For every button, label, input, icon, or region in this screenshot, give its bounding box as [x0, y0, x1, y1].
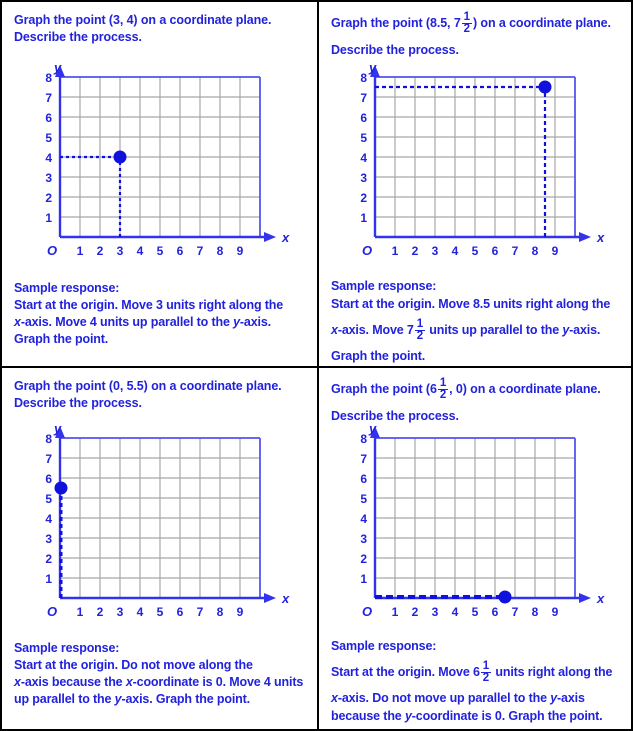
panel-3-response-heading: Sample response:: [14, 641, 120, 655]
svg-text:3: 3: [116, 244, 124, 258]
svg-text:5: 5: [156, 605, 164, 619]
panel-1: [2, 2, 319, 368]
panel-3-response: [14, 640, 311, 708]
x-axis-arrow-icon: [579, 232, 591, 242]
panel-3-response-line-2: x-axis because the x-coordinate is 0. Move 4 units: [14, 675, 304, 689]
panel-4-response: [331, 638, 627, 725]
panel-2-graph-svg: [329, 59, 609, 264]
x-axis-arrow-icon: [264, 232, 276, 242]
svg-text:5: 5: [45, 131, 52, 145]
svg-text:7: 7: [45, 91, 52, 105]
y-tick-labels: [360, 432, 367, 586]
svg-text:9: 9: [236, 605, 244, 619]
svg-text:2: 2: [96, 605, 104, 619]
panel-3-response-line-1: Start at the origin. Do not move along the: [14, 658, 253, 672]
panel-4-response-line-1: Start at the origin. Move 6 $\frac{1}{2}$ units right along the: [331, 659, 613, 684]
x-tick-labels: [392, 244, 559, 258]
svg-text:3: 3: [45, 532, 52, 546]
svg-text:5: 5: [360, 131, 367, 145]
panel-4-graph-svg: [329, 420, 609, 625]
panel-4-coordinate-plane: [329, 420, 609, 625]
svg-text:7: 7: [511, 244, 519, 258]
y-tick-labels: [45, 71, 52, 225]
axes: [375, 434, 581, 598]
svg-text:7: 7: [196, 244, 204, 258]
panel-1-response: [14, 280, 311, 348]
y-axis-label: y: [54, 60, 62, 75]
origin-label: O: [361, 243, 373, 258]
svg-text:8: 8: [45, 71, 52, 85]
svg-text:5: 5: [471, 605, 479, 619]
panel-3-graph-svg: [14, 420, 294, 625]
x-axis-arrow-icon: [264, 593, 276, 603]
svg-text:4: 4: [136, 605, 144, 619]
svg-text:4: 4: [360, 512, 367, 526]
svg-text:9: 9: [551, 244, 559, 258]
panel-1-response-line-3: Graph the point.: [14, 332, 109, 346]
svg-text:8: 8: [531, 244, 539, 258]
y-axis-label: y: [369, 421, 377, 436]
x-tick-labels: [77, 244, 244, 258]
svg-text:3: 3: [360, 532, 367, 546]
panel-1-response-line-1: Start at the origin. Move 3 units right along the: [14, 298, 284, 312]
svg-text:1: 1: [45, 211, 52, 225]
panel-3-prompt-line-1: Graph the point (0, 5.5) on a coordinate plane.: [14, 379, 282, 393]
svg-text:7: 7: [360, 91, 367, 105]
svg-text:9: 9: [551, 605, 559, 619]
plotted-point: [539, 81, 552, 94]
mixed-number-7-half: 7 $\frac{1}{2}$: [453, 10, 470, 35]
panel-4-prompt-line-2: Describe the process.: [331, 409, 459, 423]
panel-2-response-line-1: Start at the origin. Move 8.5 units right along the: [331, 297, 611, 311]
panel-2: [319, 2, 633, 368]
svg-text:3: 3: [431, 244, 439, 258]
svg-text:7: 7: [196, 605, 204, 619]
mixed-number-7-half: 7 $\frac{1}{2}$: [406, 317, 423, 342]
x-axis-label: x: [282, 591, 290, 606]
svg-text:6: 6: [176, 605, 184, 619]
svg-text:3: 3: [116, 605, 124, 619]
origin-label: O: [46, 604, 58, 619]
svg-text:5: 5: [45, 492, 52, 506]
svg-text:2: 2: [360, 191, 367, 205]
mixed-number-6-half: 6 $\frac{1}{2}$: [472, 659, 490, 684]
panel-2-response-heading: Sample response:: [331, 279, 437, 293]
svg-text:6: 6: [176, 244, 184, 258]
svg-text:4: 4: [45, 512, 52, 526]
svg-text:8: 8: [531, 605, 539, 619]
svg-text:1: 1: [76, 244, 84, 258]
svg-text:3: 3: [45, 171, 52, 185]
svg-text:8: 8: [360, 432, 367, 446]
panel-1-coordinate-plane: [14, 59, 294, 264]
svg-text:6: 6: [491, 244, 499, 258]
svg-text:8: 8: [45, 432, 52, 446]
svg-text:1: 1: [391, 244, 399, 258]
svg-text:8: 8: [360, 71, 367, 85]
svg-text:1: 1: [360, 211, 367, 225]
panel-3-coordinate-plane: [14, 420, 294, 625]
x-axis-label: x: [597, 591, 605, 606]
panel-4-prompt: [319, 368, 633, 425]
svg-text:6: 6: [360, 472, 367, 486]
panel-4-prompt-line-1: Graph the point ( 6 $\frac{1}{2}$ , 0) on a coordinate plane.: [331, 376, 601, 401]
svg-text:6: 6: [360, 111, 367, 125]
panel-2-prompt: [319, 2, 633, 59]
panel-1-response-heading: Sample response:: [14, 281, 120, 295]
svg-text:1: 1: [45, 572, 52, 586]
svg-text:2: 2: [96, 244, 104, 258]
panel-2-response-line-3: Graph the point.: [331, 349, 426, 363]
panel-3-response-line-3: up parallel to the y-axis. Graph the point.: [14, 692, 250, 706]
origin-label: O: [46, 243, 58, 258]
svg-text:7: 7: [511, 605, 519, 619]
svg-text:2: 2: [411, 605, 419, 619]
axes: [60, 434, 266, 598]
x-tick-labels: [77, 605, 244, 619]
x-tick-labels: [392, 605, 559, 619]
panel-1-prompt-line-2: Describe the process.: [14, 30, 142, 44]
svg-text:4: 4: [451, 605, 459, 619]
x-axis-arrow-icon: [579, 593, 591, 603]
panel-4-response-heading: Sample response:: [331, 639, 437, 653]
grid-lines: [375, 438, 575, 598]
panel-4: [319, 368, 633, 729]
svg-text:2: 2: [411, 244, 419, 258]
panel-2-prompt-line-2: Describe the process.: [331, 43, 459, 57]
svg-text:8: 8: [216, 244, 224, 258]
x-axis-label: x: [597, 230, 605, 245]
panel-2-prompt-line-1: Graph the point (8.5, 7 $\frac{1}{2}$ ) on a coordinate plane.: [331, 10, 611, 35]
svg-text:6: 6: [45, 472, 52, 486]
svg-text:3: 3: [431, 605, 439, 619]
svg-text:1: 1: [76, 605, 84, 619]
svg-text:4: 4: [136, 244, 144, 258]
svg-text:4: 4: [451, 244, 459, 258]
svg-text:2: 2: [360, 552, 367, 566]
panel-2-coordinate-plane: [329, 59, 609, 264]
y-tick-labels: [360, 71, 367, 225]
panel-1-prompt: [2, 2, 317, 46]
panel-3: [2, 368, 319, 729]
svg-text:2: 2: [45, 552, 52, 566]
panel-2-response: [331, 278, 627, 365]
svg-text:1: 1: [360, 572, 367, 586]
plotted-point: [499, 591, 512, 604]
panel-3-prompt-line-2: Describe the process.: [14, 396, 142, 410]
plotted-point: [114, 151, 127, 164]
panel-1-prompt-line-1: Graph the point (3, 4) on a coordinate plane.: [14, 13, 272, 27]
svg-text:5: 5: [156, 244, 164, 258]
y-axis-label: y: [369, 60, 377, 75]
svg-text:5: 5: [471, 244, 479, 258]
panel-2-response-line-2: x-axis. Move 7 $\frac{1}{2}$ units up parallel to the y-axis.: [331, 317, 601, 342]
svg-text:4: 4: [45, 151, 52, 165]
svg-text:7: 7: [45, 452, 52, 466]
mixed-number-6-half: 6 $\frac{1}{2}$: [429, 376, 447, 401]
svg-text:2: 2: [45, 191, 52, 205]
y-axis-label: y: [54, 421, 62, 436]
panel-1-graph-svg: [14, 59, 294, 264]
svg-text:7: 7: [360, 452, 367, 466]
panel-4-response-line-2: x-axis. Do not move up parallel to the y-axis: [331, 691, 585, 705]
x-axis-label: x: [282, 230, 290, 245]
svg-text:5: 5: [360, 492, 367, 506]
panel-1-response-line-2: x-axis. Move 4 units up parallel to the y-axis.: [14, 315, 271, 329]
origin-label: O: [361, 604, 373, 619]
panel-4-response-line-3: because the y-coordinate is 0. Graph the point.: [331, 709, 603, 723]
svg-text:9: 9: [236, 244, 244, 258]
svg-text:6: 6: [45, 111, 52, 125]
svg-text:3: 3: [360, 171, 367, 185]
svg-text:6: 6: [491, 605, 499, 619]
panel-3-prompt: [2, 368, 317, 412]
svg-text:1: 1: [391, 605, 399, 619]
svg-text:8: 8: [216, 605, 224, 619]
svg-text:4: 4: [360, 151, 367, 165]
y-tick-labels: [45, 432, 52, 586]
plotted-point: [55, 482, 68, 495]
grid-lines: [60, 438, 260, 598]
